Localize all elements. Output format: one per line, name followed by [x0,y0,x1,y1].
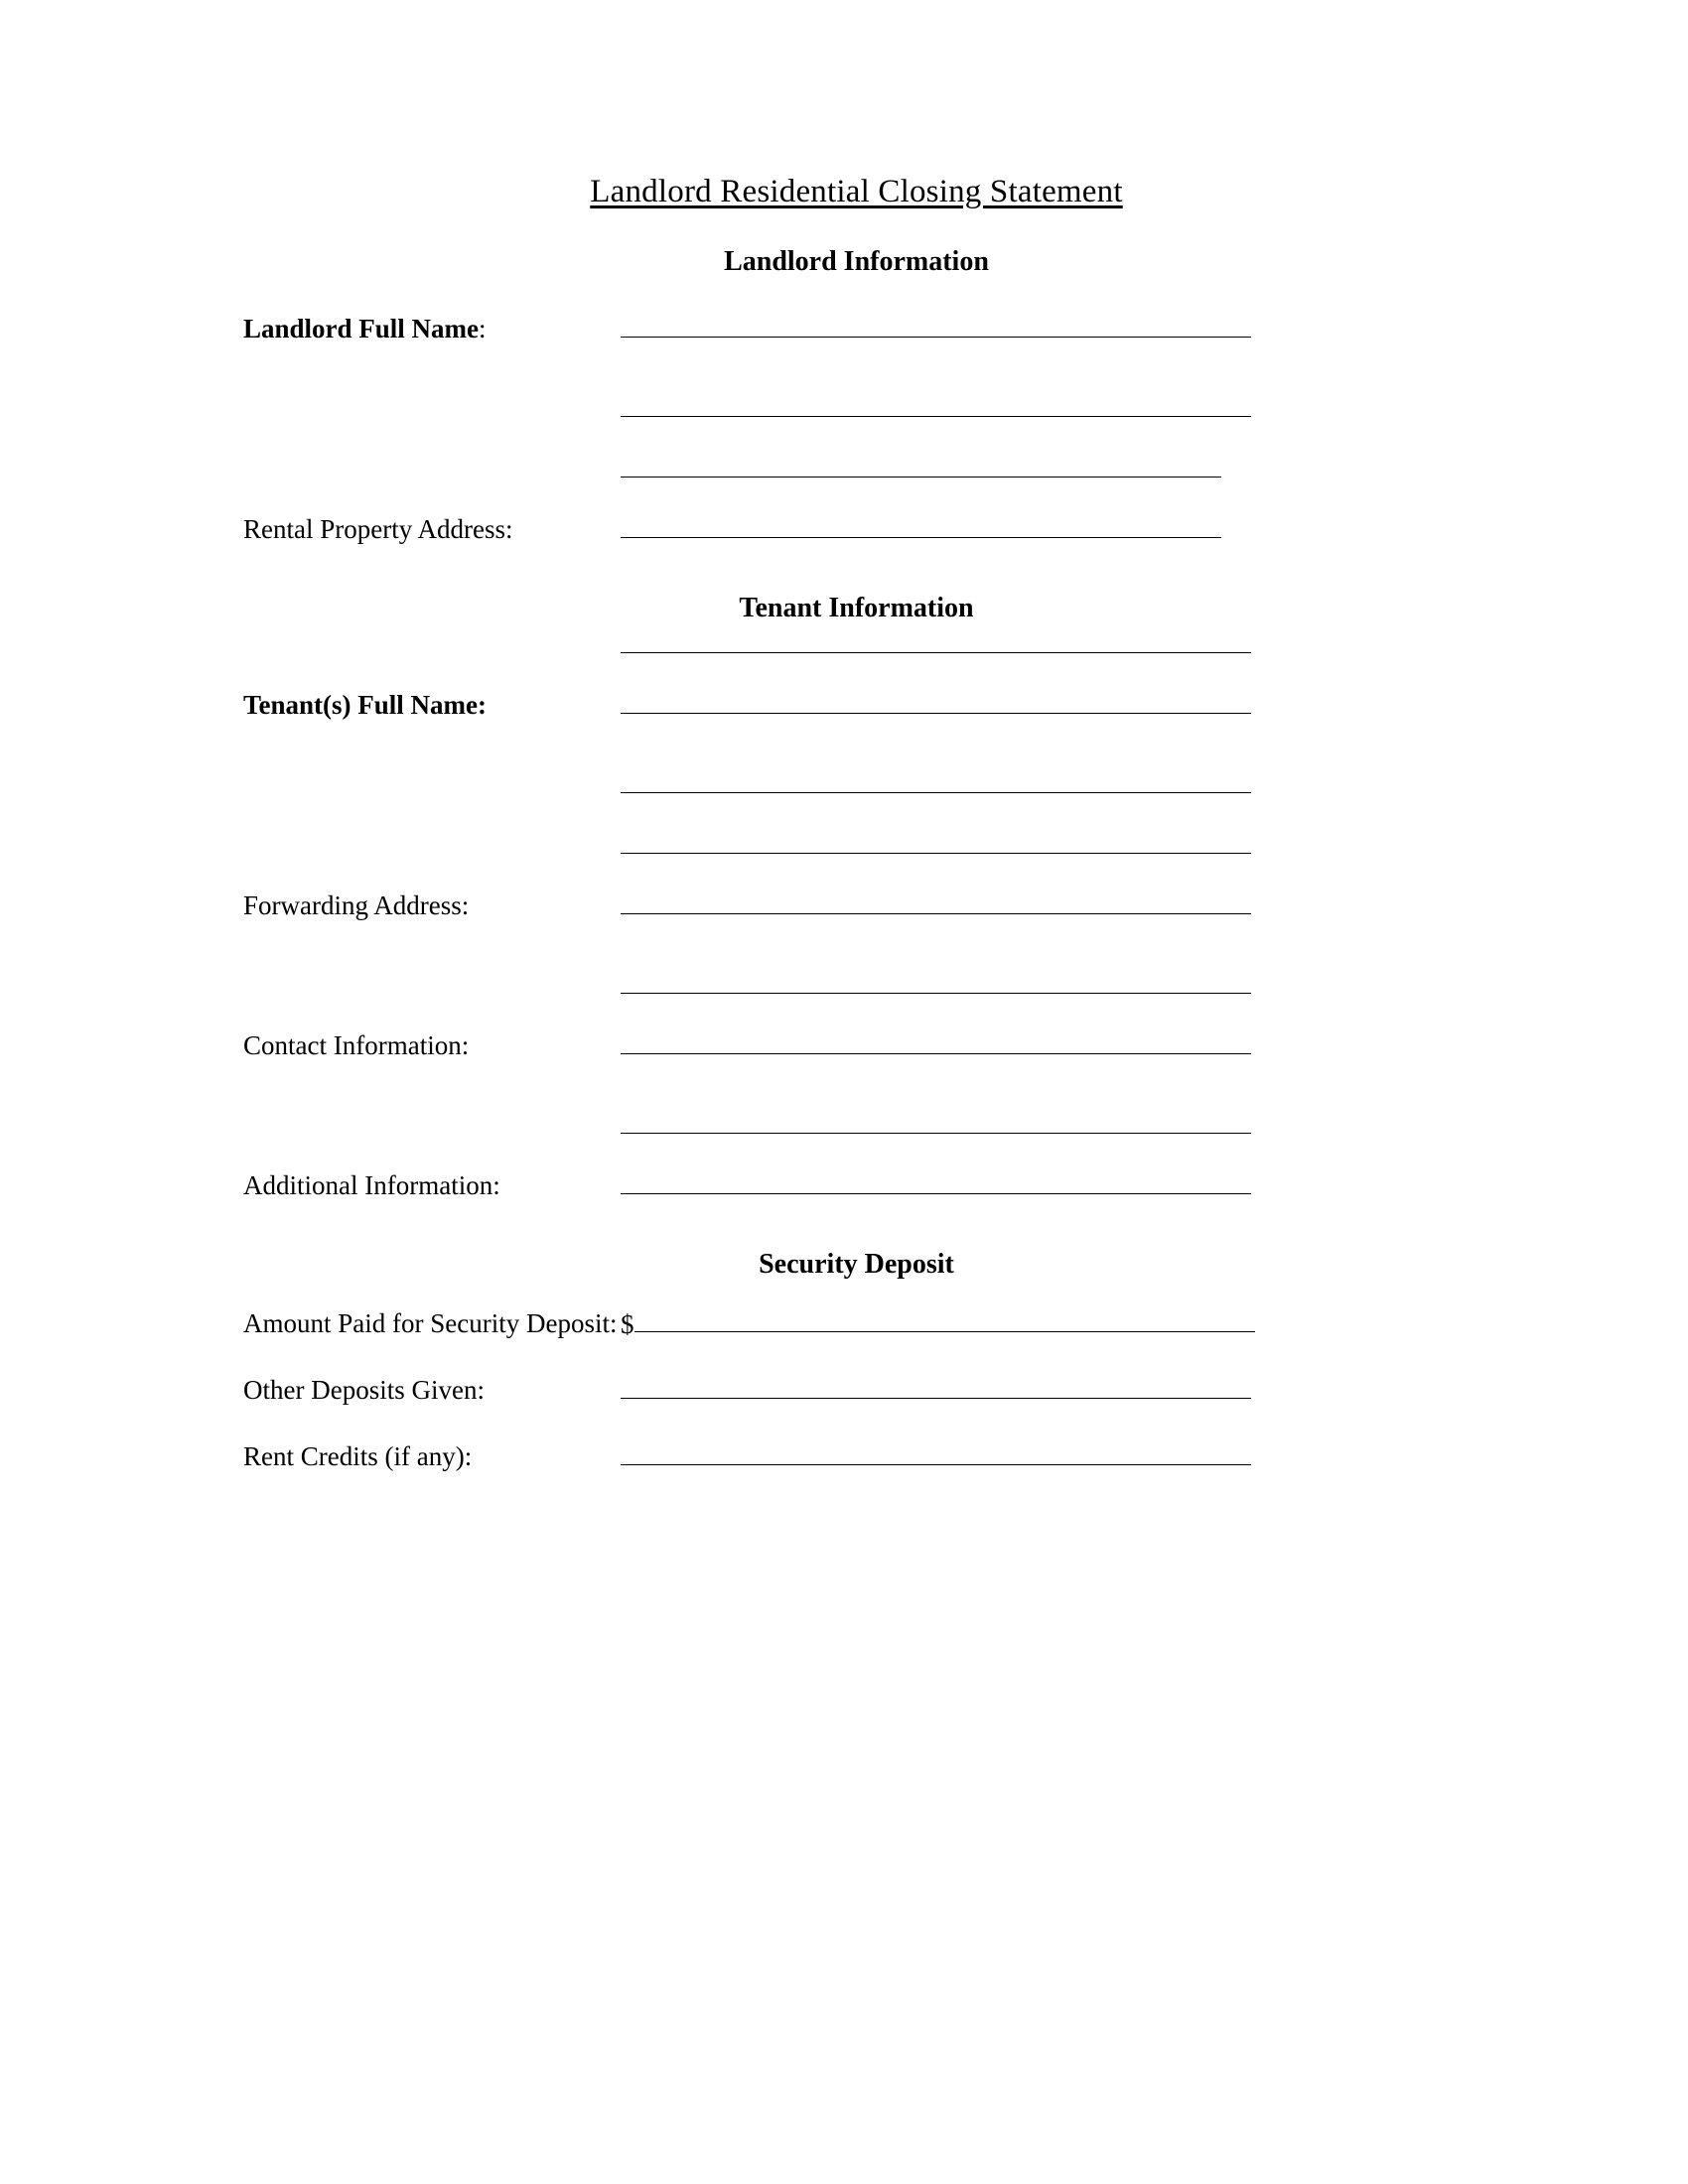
field-input-additional-information[interactable] [621,1133,1435,1194]
field-row-contact-information [243,993,1435,1061]
currency-symbol: $ [621,1309,634,1339]
field-label-forwarding-address: Forwarding Address: [243,890,470,920]
section-heading-security-deposit: Security Deposit [759,1249,954,1280]
field-row-amount-paid-security-deposit [243,1308,1435,1339]
field-row-rental-property-address [243,416,1435,545]
write-line[interactable] [621,1053,1251,1054]
document-body [243,174,1435,1472]
field-label-additional-information: Additional Information: [243,1170,500,1200]
field-row-tenant-full-name [243,652,1435,721]
field-input-tenant-full-name[interactable] [621,652,1435,714]
write-line[interactable] [621,1193,1251,1194]
section-heading-tenant-information: Tenant Information [739,593,974,623]
field-input-forwarding-address[interactable] [621,792,1435,914]
field-row-landlord-full-name [243,314,1435,344]
field-input-contact-information[interactable] [621,993,1435,1054]
write-line[interactable] [621,713,1251,714]
field-label-rental-property-address: Rental Property Address: [243,514,513,544]
write-line[interactable] [621,1398,1251,1399]
field-label-tenant-full-name: Tenant(s) Full Name: [243,690,488,720]
write-line[interactable] [621,913,1251,914]
write-line[interactable] [621,537,1221,538]
write-line[interactable] [634,1331,1255,1332]
field-label-other-deposits-given: Other Deposits Given: [243,1375,485,1405]
field-input-landlord-full-name[interactable] [621,337,1435,338]
field-input-rent-credits[interactable] [621,1464,1435,1465]
section-heading-landlord-information: Landlord Information [724,246,989,277]
write-line[interactable] [621,337,1251,338]
field-label-rent-credits: Rent Credits (if any): [243,1441,473,1471]
field-label-colon: : [479,314,487,343]
field-label-amount-paid-security-deposit: Amount Paid for Security Deposit: [243,1308,618,1338]
field-row-forwarding-address [243,792,1435,921]
field-label-landlord-full-name: Landlord Full Name: [243,314,487,343]
field-input-other-deposits-given[interactable] [621,1398,1435,1399]
field-row-additional-information [243,1133,1435,1201]
field-input-rental-property-address[interactable] [621,416,1435,538]
field-label-contact-information: Contact Information: [243,1030,470,1060]
field-input-amount-paid-security-deposit[interactable] [621,1308,1435,1339]
write-line[interactable] [621,1464,1251,1465]
field-row-rent-credits [243,1441,1435,1472]
page-title [243,174,1435,210]
field-row-other-deposits-given [243,1375,1435,1406]
page-title-text: Landlord Residential Closing Statement [590,174,1123,209]
